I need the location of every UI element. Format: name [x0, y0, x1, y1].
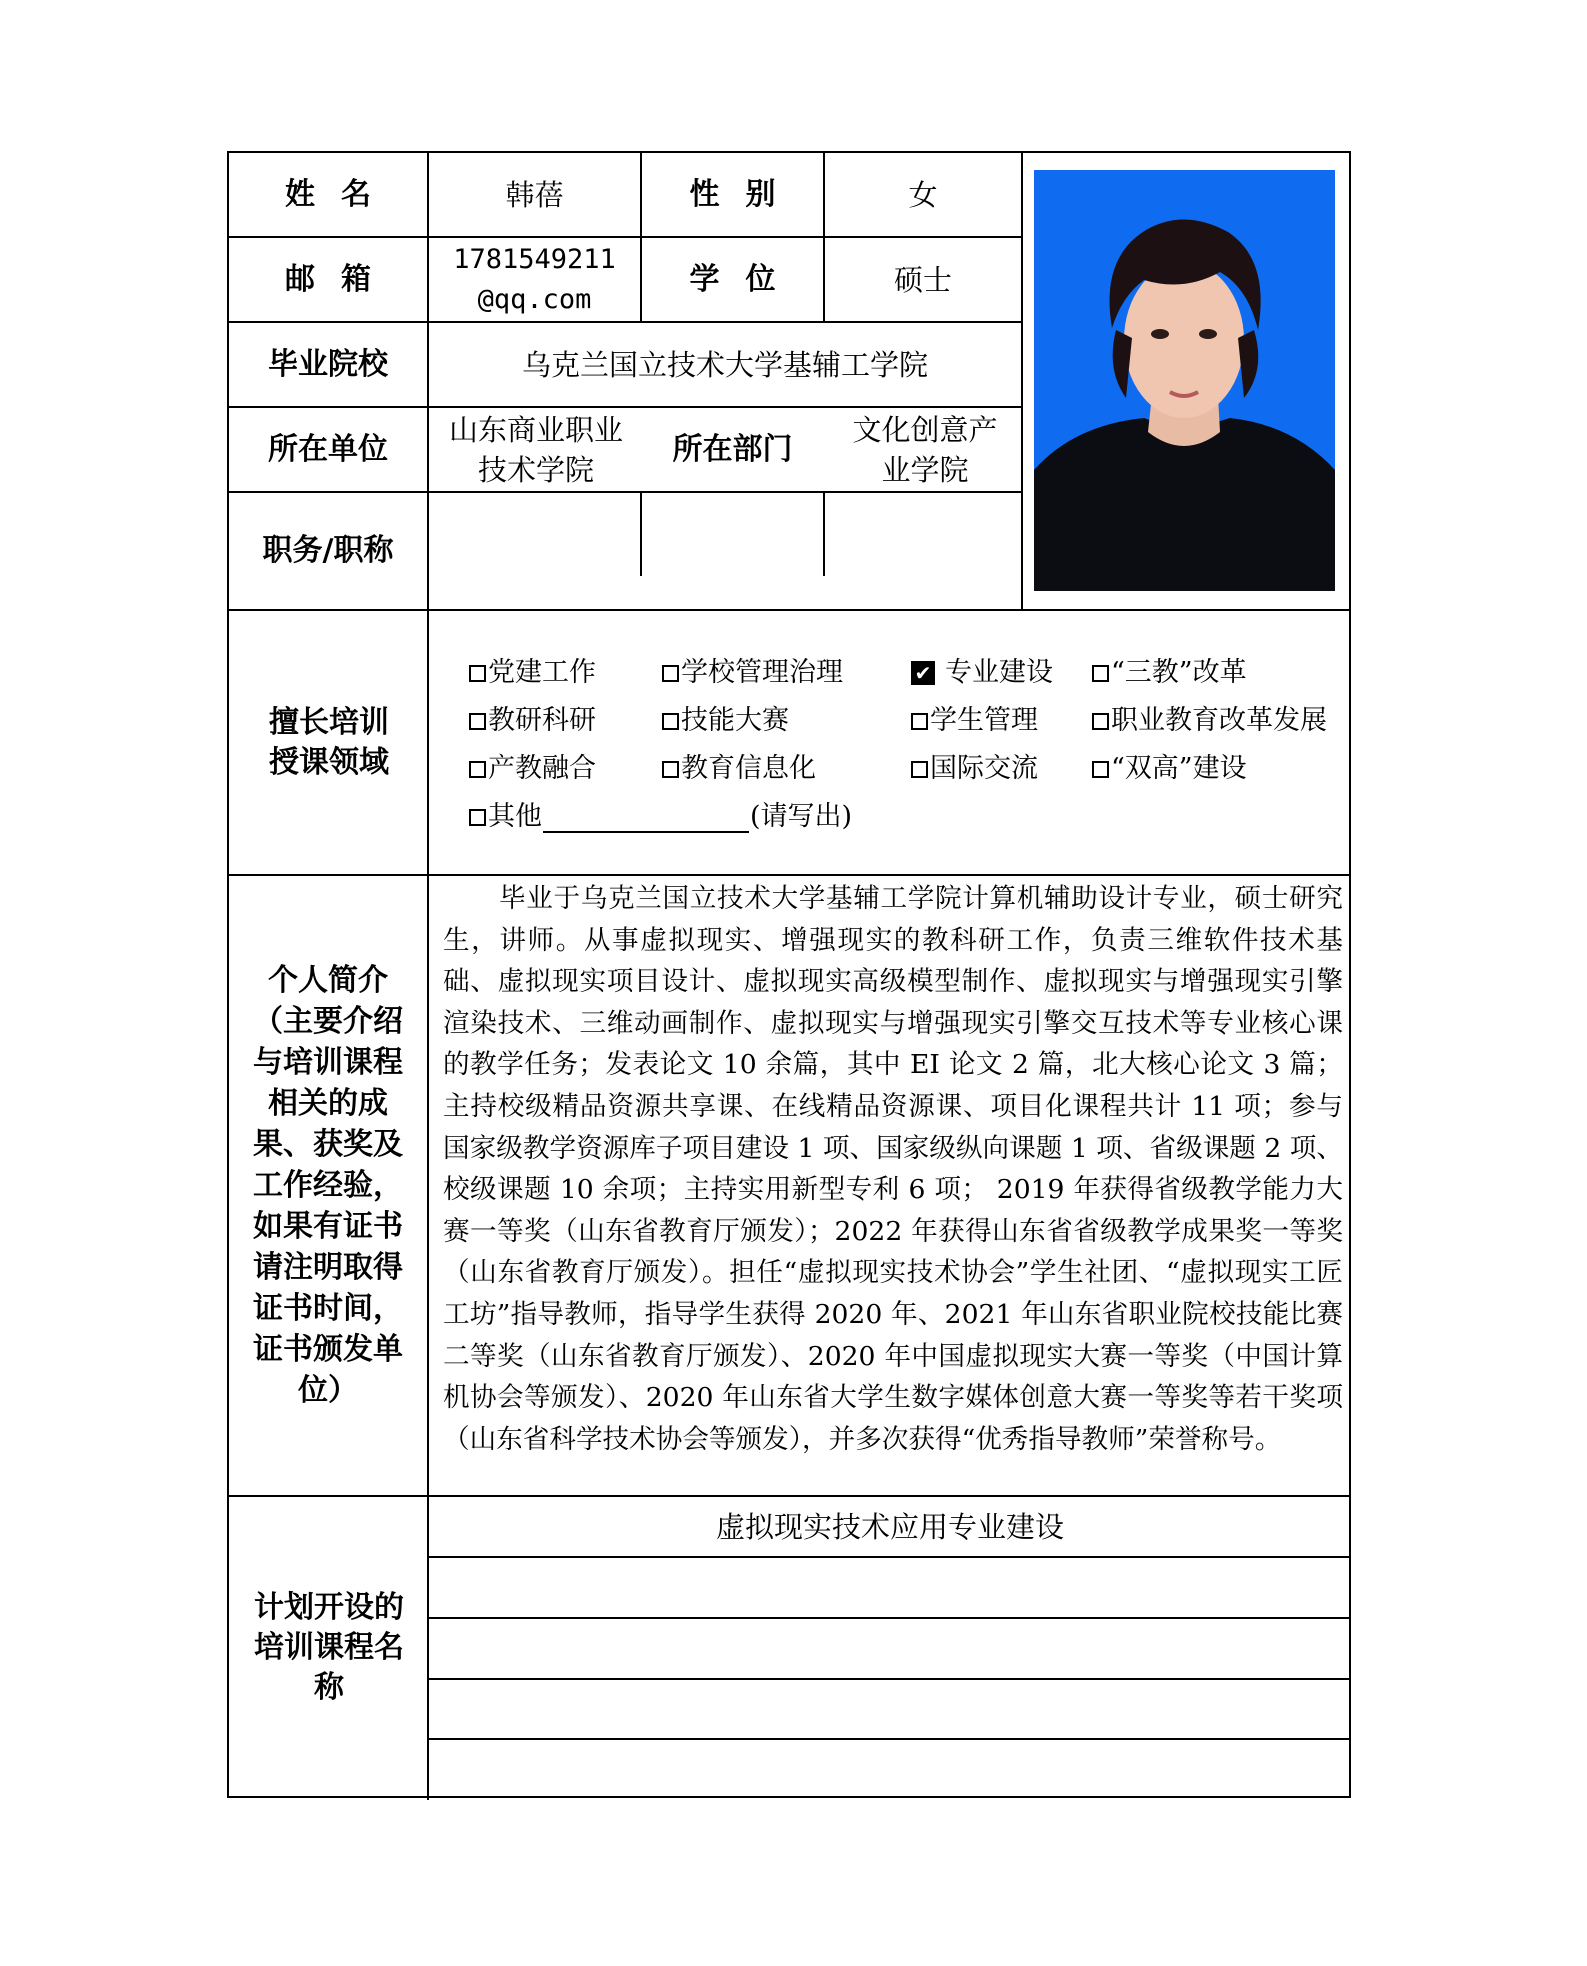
expertise-option[interactable]	[1092, 751, 1247, 787]
profile-form	[227, 151, 1351, 1798]
expertise-option[interactable]	[469, 703, 596, 739]
checkbox-icon[interactable]	[1092, 761, 1109, 778]
expertise-option-label: 技能大赛	[681, 705, 789, 736]
degree-label: 学位	[689, 261, 802, 297]
school-label: 毕业院校	[268, 346, 388, 382]
expertise-option-label: 党建工作	[488, 657, 596, 688]
gender-label: 性别	[689, 176, 802, 212]
department-value: 文化创意产业学院	[852, 412, 998, 487]
expertise-option-label: 学生管理	[930, 705, 1038, 736]
expertise-option[interactable]	[1092, 655, 1247, 691]
checkbox-icon[interactable]	[662, 665, 679, 682]
email-line-2: @qq.com	[477, 283, 592, 315]
course-row-4[interactable]	[429, 1680, 1351, 1738]
degree-value: 硕士	[893, 262, 952, 297]
other-fill-in-blank[interactable]	[543, 801, 749, 833]
course-row-5[interactable]	[429, 1740, 1351, 1798]
checkbox-icon[interactable]	[469, 761, 486, 778]
name-label: 姓名	[285, 176, 397, 212]
checkbox-icon[interactable]	[911, 761, 928, 778]
expertise-option[interactable]	[662, 655, 843, 691]
course-row-1[interactable]: 虚拟现实技术应用专业建设	[715, 1509, 1064, 1544]
expertise-option-label: 职业教育改革发展	[1111, 705, 1327, 736]
expertise-option-label: 学校管理治理	[681, 657, 843, 688]
checkbox-icon[interactable]	[469, 665, 486, 682]
expertise-option[interactable]	[662, 751, 816, 787]
other-option-suffix: (请写出)	[750, 801, 853, 832]
checkbox-icon[interactable]	[662, 713, 679, 730]
course-row-3[interactable]	[429, 1619, 1351, 1678]
expertise-label: 擅长培训授课领域	[269, 704, 389, 780]
email-line-1: 1781549211	[453, 243, 616, 275]
department-label: 所在部门	[672, 431, 793, 467]
expertise-option-label: 教研科研	[488, 705, 596, 736]
bio-text: 毕业于乌克兰国立技术大学基辅工学院计算机辅助设计专业，硕士研究生，讲师。从事虚拟现实、增强现实的教科研工作，负责三维软件技术基础、虚拟现实项目设计、虚拟现实高级模型制作、虚拟现实与增强现实引擎渲染技术、三维动画制作、虚拟现实与增强现实引擎交互技术等专业核心课的教学任务；发表论文 10 余篇，其中 EI 论文 2 篇，北大核心论文 3 篇；主持校级精品资源共享课、在线精品资源课、项目化课程共计 11 项；参与国家级教学资源库子项目建设 1 项、国家级纵向课题 1 项、省级课题 2 项、校级课题 10 余项；主持实用新型专利 6 项； 2019 年获得省级教学能力大赛一等奖（山东省教育厅颁发）；2022 年获得山东省省级教学成果奖一等奖（山东省教育厅颁发）。担任“虚拟现实技术协会”学生社团、“虚拟现实工匠工坊”指导教师，指导学生获得 2020 年、2021 年山东省职业院校技能比赛二等奖（山东省教育厅颁发）、2020 年中国虚拟现实大赛一等奖（中国计算机协会等颁发）、2020 年山东省大学生数字媒体创意大赛一等奖等若干奖项（山东省科学技术协会等颁发），并多次获得“优秀指导教师”荣誉称号。	[443, 883, 1343, 1455]
portrait-image	[1034, 170, 1335, 591]
gender-value: 女	[908, 177, 938, 212]
expertise-option-label: 国际交流	[930, 753, 1038, 784]
expertise-option[interactable]	[911, 655, 1053, 691]
expertise-option-label: “三教”改革	[1111, 657, 1247, 688]
checkbox-icon[interactable]	[469, 809, 486, 826]
email-value	[429, 238, 640, 321]
checkbox-icon[interactable]	[662, 761, 679, 778]
expertise-option-label: 专业建设	[945, 657, 1053, 688]
expertise-option[interactable]	[911, 751, 1038, 787]
checkbox-icon[interactable]	[469, 713, 486, 730]
school-value: 乌克兰国立技术大学基辅工学院	[521, 347, 928, 382]
unit-label: 所在单位	[268, 431, 388, 467]
bio-label: 个人简介（主要介绍与培训课程相关的成果、获奖及工作经验，如果有证书请注明取得证书时间，证书颁发单位）	[253, 963, 403, 1408]
checkbox-icon[interactable]	[1092, 665, 1109, 682]
unit-value: 山东商业职业技术学院	[448, 412, 623, 487]
other-option-label: 其他	[488, 801, 542, 832]
expertise-option[interactable]	[662, 703, 789, 739]
title-label: 职务/职称	[262, 533, 394, 568]
email-label: 邮箱	[285, 261, 397, 297]
expertise-option-other[interactable]	[469, 799, 852, 835]
checkbox-icon[interactable]	[1092, 713, 1109, 730]
expertise-option-label: 教育信息化	[681, 753, 816, 784]
courses-label: 计划开设的培训课程名称	[254, 1589, 404, 1705]
checkbox-checked-icon[interactable]: ✔	[911, 661, 935, 685]
checkbox-icon[interactable]	[911, 713, 928, 730]
expertise-option[interactable]	[911, 703, 1038, 739]
expertise-option-label: “双高”建设	[1111, 753, 1247, 784]
expertise-option[interactable]	[469, 655, 596, 691]
profile-photo	[1034, 170, 1335, 591]
expertise-option[interactable]	[469, 751, 596, 787]
expertise-option[interactable]	[1092, 703, 1327, 739]
expertise-option-label: 产教融合	[488, 753, 596, 784]
name-value: 韩蓓	[505, 177, 564, 212]
column-divider	[1021, 153, 1023, 611]
title-value	[429, 493, 1021, 609]
course-row-2[interactable]	[429, 1558, 1351, 1617]
